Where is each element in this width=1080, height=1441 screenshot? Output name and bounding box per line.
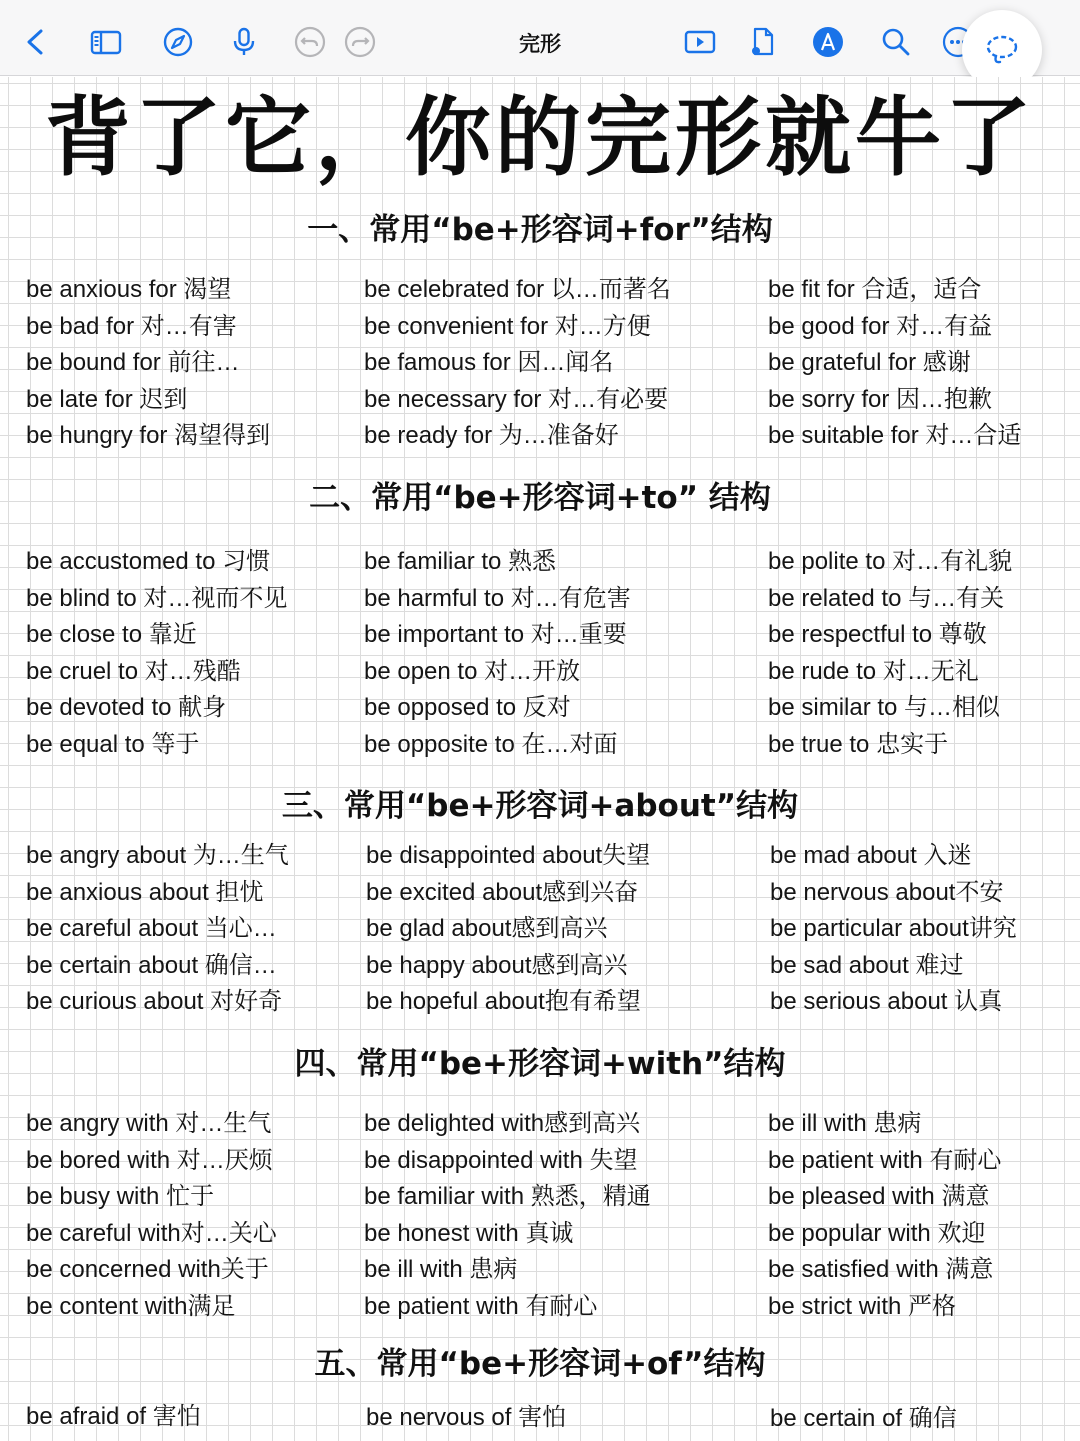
document-title: 完形 bbox=[519, 32, 561, 56]
list-item: be angry with 对…生气 bbox=[26, 1110, 272, 1137]
list-item: be certain about 确信… bbox=[26, 951, 277, 979]
list-item: be disappointed with 失望 bbox=[364, 1146, 638, 1174]
section-of-column-3 bbox=[770, 1401, 957, 1438]
list-item: be glad about感到高兴 bbox=[366, 915, 608, 943]
list-item: be equal to 等于 bbox=[26, 730, 200, 758]
list-item: be angry about 为…生气 bbox=[26, 842, 289, 869]
lasso-icon bbox=[982, 30, 1022, 70]
add-page-button[interactable] bbox=[743, 22, 783, 62]
section-to-column-3 bbox=[768, 544, 1012, 764]
list-item: be pleased with 满意 bbox=[768, 1183, 990, 1211]
section-of-column-1 bbox=[26, 1399, 201, 1436]
presentation-button[interactable] bbox=[680, 22, 720, 62]
list-item: be accustomed to 习惯 bbox=[26, 548, 271, 575]
list-item: be strict with 严格 bbox=[768, 1292, 957, 1320]
list-item: be disappointed about失望 bbox=[366, 842, 651, 869]
list-item: be bad for 对…有害 bbox=[26, 312, 237, 340]
list-item: be famous for 因…闻名 bbox=[364, 349, 614, 377]
list-item: be suitable for 对…合适 bbox=[768, 422, 1022, 450]
list-item: be cruel to 对…残酷 bbox=[26, 657, 241, 685]
list-item: be close to 靠近 bbox=[26, 621, 197, 649]
section-about-column-2 bbox=[366, 838, 650, 1021]
section-with-column-1 bbox=[26, 1106, 277, 1326]
section-about-column-3 bbox=[770, 838, 1017, 1021]
list-item: be concerned with关于 bbox=[26, 1256, 269, 1284]
list-item: be careful about 当心… bbox=[26, 915, 277, 943]
list-item: be excited about感到兴奋 bbox=[366, 878, 639, 906]
list-item: be ill with 患病 bbox=[768, 1110, 922, 1137]
section-with-column-2 bbox=[364, 1106, 651, 1326]
list-item: be respectful to 尊敬 bbox=[768, 621, 987, 649]
list-item: be fit for 合适，适合 bbox=[768, 276, 982, 303]
list-item: be grateful for 感谢 bbox=[768, 349, 971, 377]
list-item: be necessary for 对…有必要 bbox=[364, 385, 669, 413]
list-item: be harmful to 对…有危害 bbox=[364, 584, 631, 612]
list-item: be polite to 对…有礼貌 bbox=[768, 548, 1013, 575]
section-of-column-2 bbox=[366, 1400, 566, 1437]
list-item: be busy with 忙于 bbox=[26, 1183, 215, 1211]
list-item: be nervous about不安 bbox=[770, 878, 1004, 906]
list-item: be rude to 对…无礼 bbox=[768, 657, 979, 685]
list-item: be blind to 对…视而不见 bbox=[26, 584, 288, 612]
section-heading-of: 五、常用“be+形容词+of”结构 bbox=[314, 1346, 766, 1382]
toolbar bbox=[0, 0, 1080, 76]
list-item: be anxious for 渴望 bbox=[26, 276, 232, 303]
list-item: be related to 与…有关 bbox=[768, 584, 1005, 612]
list-item: be opposite to 在…对面 bbox=[364, 730, 618, 758]
document-icon bbox=[746, 25, 780, 59]
list-item: be curious about 对好奇 bbox=[26, 988, 283, 1016]
list-item: be serious about 认真 bbox=[770, 988, 1003, 1016]
list-item: be late for 迟到 bbox=[26, 385, 188, 413]
list-item: be open to 对…开放 bbox=[364, 657, 581, 685]
search-icon bbox=[879, 25, 913, 59]
list-item: be happy about感到高兴 bbox=[366, 951, 628, 979]
list-item: be afraid of 害怕 bbox=[26, 1403, 201, 1430]
list-item: be hopeful about抱有希望 bbox=[366, 988, 641, 1016]
section-with-column-3 bbox=[768, 1106, 1001, 1326]
list-item: be bored with 对…厌烦 bbox=[26, 1146, 273, 1174]
section-to-column-1 bbox=[26, 544, 287, 764]
list-item: be bound for 前往… bbox=[26, 349, 240, 377]
list-item: be patient with 有耐心 bbox=[768, 1146, 1002, 1174]
slideshow-icon bbox=[683, 25, 717, 59]
pen-tool-button[interactable] bbox=[808, 22, 848, 62]
section-heading-for: 一、常用“be+形容词+for”结构 bbox=[307, 212, 773, 248]
list-item: be important to 对…重要 bbox=[364, 621, 627, 649]
list-item: be mad about 入迷 bbox=[770, 842, 972, 869]
section-heading-to: 二、常用“be+形容词+to” 结构 bbox=[309, 480, 771, 516]
list-item: be familiar to 熟悉 bbox=[364, 548, 557, 575]
section-for-column-3 bbox=[768, 272, 1021, 455]
list-item: be similar to 与…相似 bbox=[768, 694, 1001, 722]
list-item: be delighted with感到高兴 bbox=[364, 1110, 641, 1137]
list-item: be sad about 难过 bbox=[770, 951, 964, 979]
list-item: be anxious about 担忧 bbox=[26, 878, 264, 906]
list-item: be nervous of 害怕 bbox=[366, 1404, 567, 1431]
list-item: be ready for 为…准备好 bbox=[364, 422, 619, 450]
section-heading-about: 三、常用“be+形容词+about”结构 bbox=[281, 788, 799, 824]
list-item: be satisfied with 满意 bbox=[768, 1256, 994, 1284]
list-item: be sorry for 因…抱歉 bbox=[768, 385, 993, 413]
list-item: be careful with对…关心 bbox=[26, 1219, 277, 1247]
list-item: be familiar with 熟悉，精通 bbox=[364, 1183, 651, 1211]
pen-icon bbox=[811, 25, 845, 59]
list-item: be celebrated for 以…而著名 bbox=[364, 276, 671, 303]
list-item: be honest with 真诚 bbox=[364, 1219, 574, 1247]
section-heading-with: 四、常用“be+形容词+with”结构 bbox=[294, 1046, 786, 1082]
list-item: be convenient for 对…方便 bbox=[364, 312, 651, 340]
list-item: be ill with 患病 bbox=[364, 1256, 518, 1284]
search-button[interactable] bbox=[876, 22, 916, 62]
list-item: be true to 忠实于 bbox=[768, 730, 949, 758]
section-for-column-1 bbox=[26, 272, 270, 455]
section-to-column-2 bbox=[364, 544, 631, 764]
list-item: be patient with 有耐心 bbox=[364, 1292, 598, 1320]
list-item: be certain of 确信 bbox=[770, 1405, 957, 1432]
section-about-column-1 bbox=[26, 838, 289, 1021]
list-item: be content with满足 bbox=[26, 1292, 236, 1320]
page-title: 背了它，你的完形就牛了 bbox=[45, 88, 1035, 188]
list-item: be hungry for 渴望得到 bbox=[26, 422, 271, 450]
list-item: be popular with 欢迎 bbox=[768, 1219, 986, 1247]
section-for-column-2 bbox=[364, 272, 671, 455]
list-item: be devoted to 献身 bbox=[26, 694, 227, 722]
list-item: be particular about讲究 bbox=[770, 915, 1017, 943]
list-item: be good for 对…有益 bbox=[768, 312, 993, 340]
list-item: be opposed to 反对 bbox=[364, 694, 571, 722]
